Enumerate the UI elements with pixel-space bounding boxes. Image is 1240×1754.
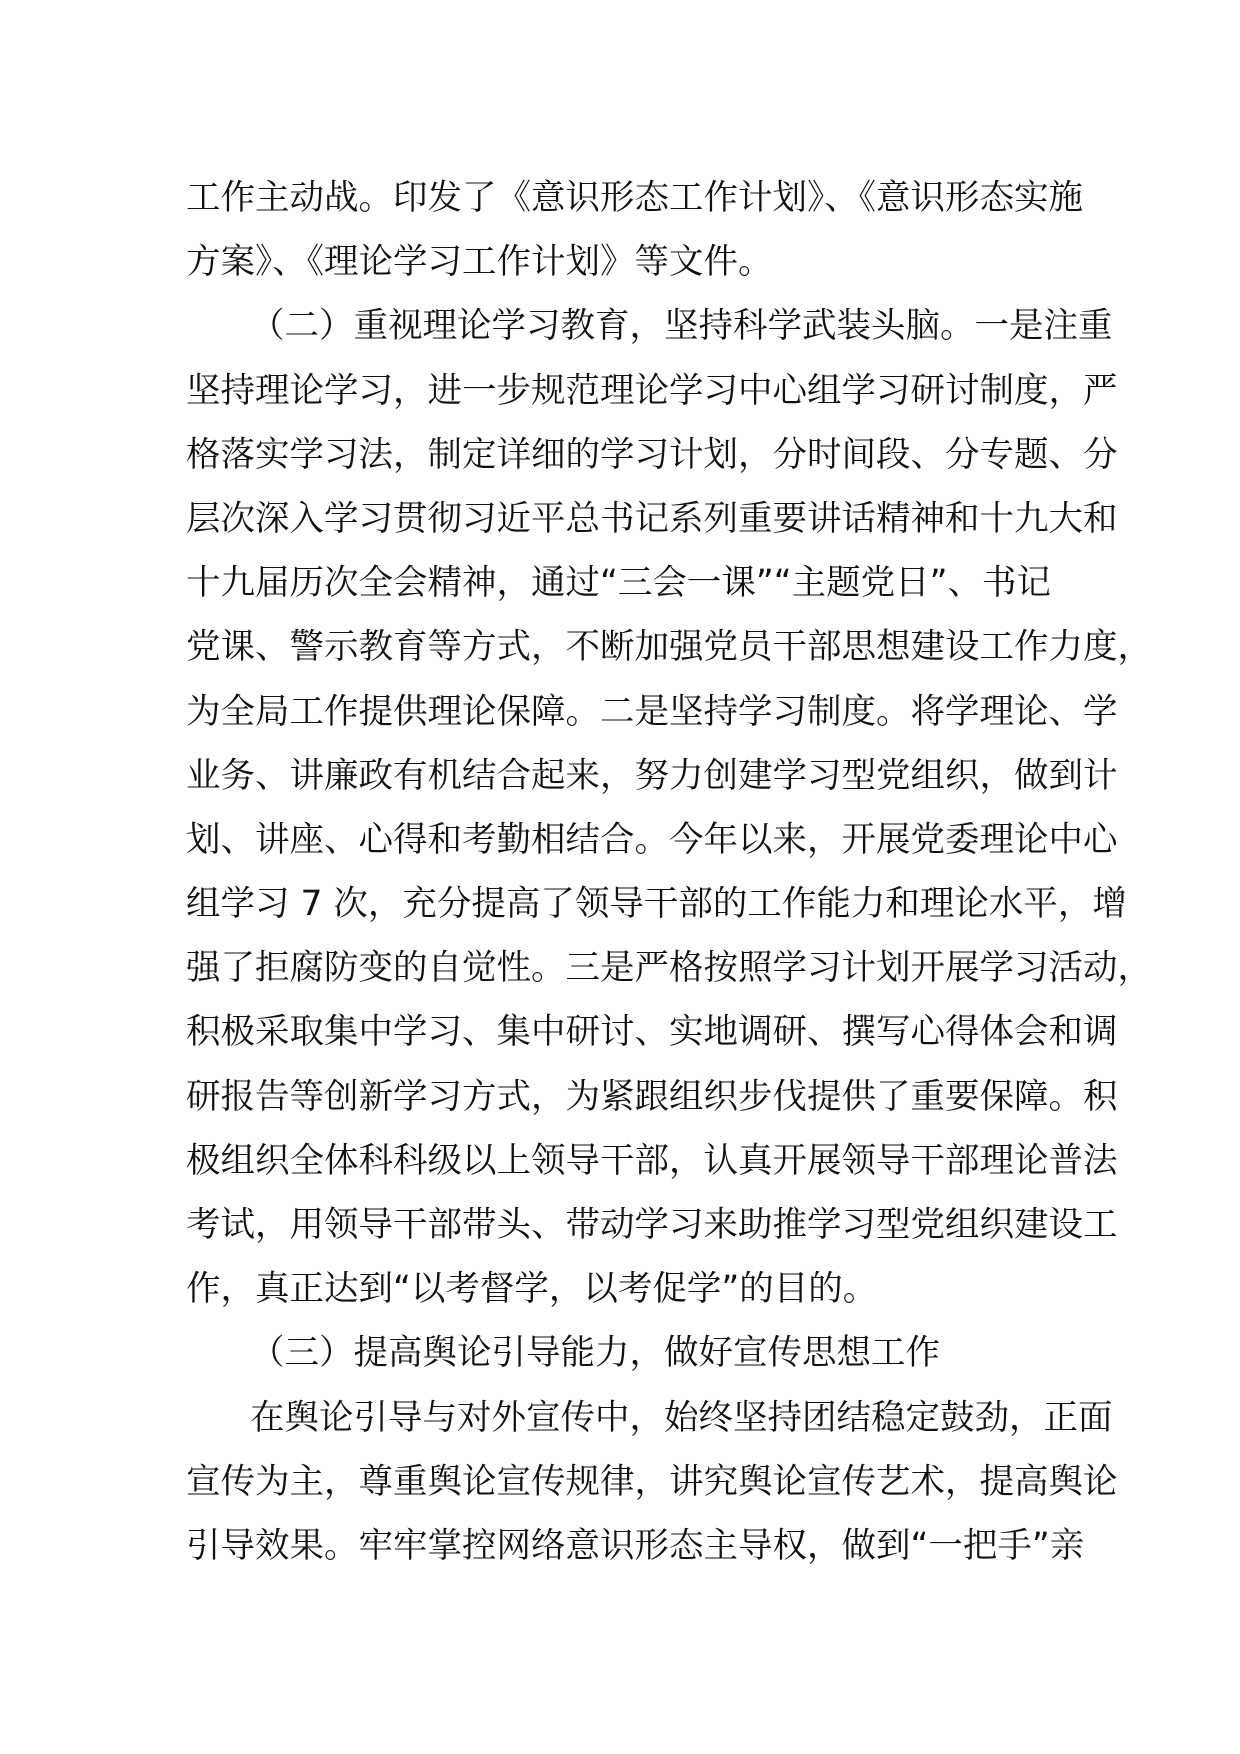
text-line: 工作主动战。印发了《意识形态工作计划》、《意识形态实施 bbox=[186, 178, 1083, 218]
text-line: 积极采取集中学习、集中研讨、实地调研、撰写心得体会和调 bbox=[186, 1012, 1118, 1053]
text-line: 引导效果。牢牢掌控网络意识形态主导权，做到“一把手”亲 bbox=[186, 1525, 1085, 1566]
text-line: 组学习 7 次，充分提高了领导干部的工作能力和理论水平，增 bbox=[186, 884, 1127, 925]
text-line: 作，真正达到“以考督学，以考促学”的目的。 bbox=[186, 1269, 878, 1310]
text-line: 层次深入学习贯彻习近平总书记系列重要讲话精神和十九大和 bbox=[186, 498, 1118, 539]
text-line: 格落实学习法，制定详细的学习计划，分时间段、分专题、分 bbox=[186, 434, 1118, 475]
text-line: 十九届历次全会精神，通过“三会一课”“主题党日”、书记 bbox=[186, 563, 1051, 604]
text-line: 方案》、《理论学习工作计划》等文件。 bbox=[186, 242, 773, 283]
text-line: 宣传为主，尊重舆论宣传规律，讲究舆论宣传艺术，提高舆论 bbox=[186, 1461, 1118, 1502]
text-line: 强了拒腐防变的自觉性。三是严格按照学习计划开展学习活动， bbox=[186, 948, 1152, 989]
text-line: 坚持理论学习，进一步规范理论学习中心组学习研讨制度，严 bbox=[186, 370, 1118, 411]
text-line: 在舆论引导与对外宣传中，始终坚持团结稳定鼓劲，正面 bbox=[250, 1397, 1113, 1438]
text-line: 党课、警示教育等方式，不断加强党员干部思想建设工作力度， bbox=[186, 627, 1152, 668]
text-line: 考试，用领导干部带头、带动学习来助推学习型党组织建设工 bbox=[186, 1205, 1118, 1245]
text-line: 划、讲座、心得和考勤相结合。今年以来，开展党委理论中心 bbox=[186, 819, 1118, 860]
text-line: 业务、讲廉政有机结合起来，努力创建学习型党组织，做到计 bbox=[186, 755, 1118, 796]
section-heading-2: （二）重视理论学习教育，坚持科学武装头脑。一是注重 bbox=[250, 306, 1113, 347]
text-line: 极组织全体科科级以上领导干部，认真开展领导干部理论普法 bbox=[186, 1140, 1118, 1181]
text-line: 研报告等创新学习方式，为紧跟组织步伐提供了重要保障。积 bbox=[186, 1076, 1118, 1117]
body-text bbox=[186, 166, 1152, 1578]
section-heading-3: （三）提高舆论引导能力，做好宣传思想工作 bbox=[250, 1333, 940, 1374]
text-line: 为全局工作提供理论保障。二是坚持学习制度。将学理论、学 bbox=[186, 691, 1118, 732]
